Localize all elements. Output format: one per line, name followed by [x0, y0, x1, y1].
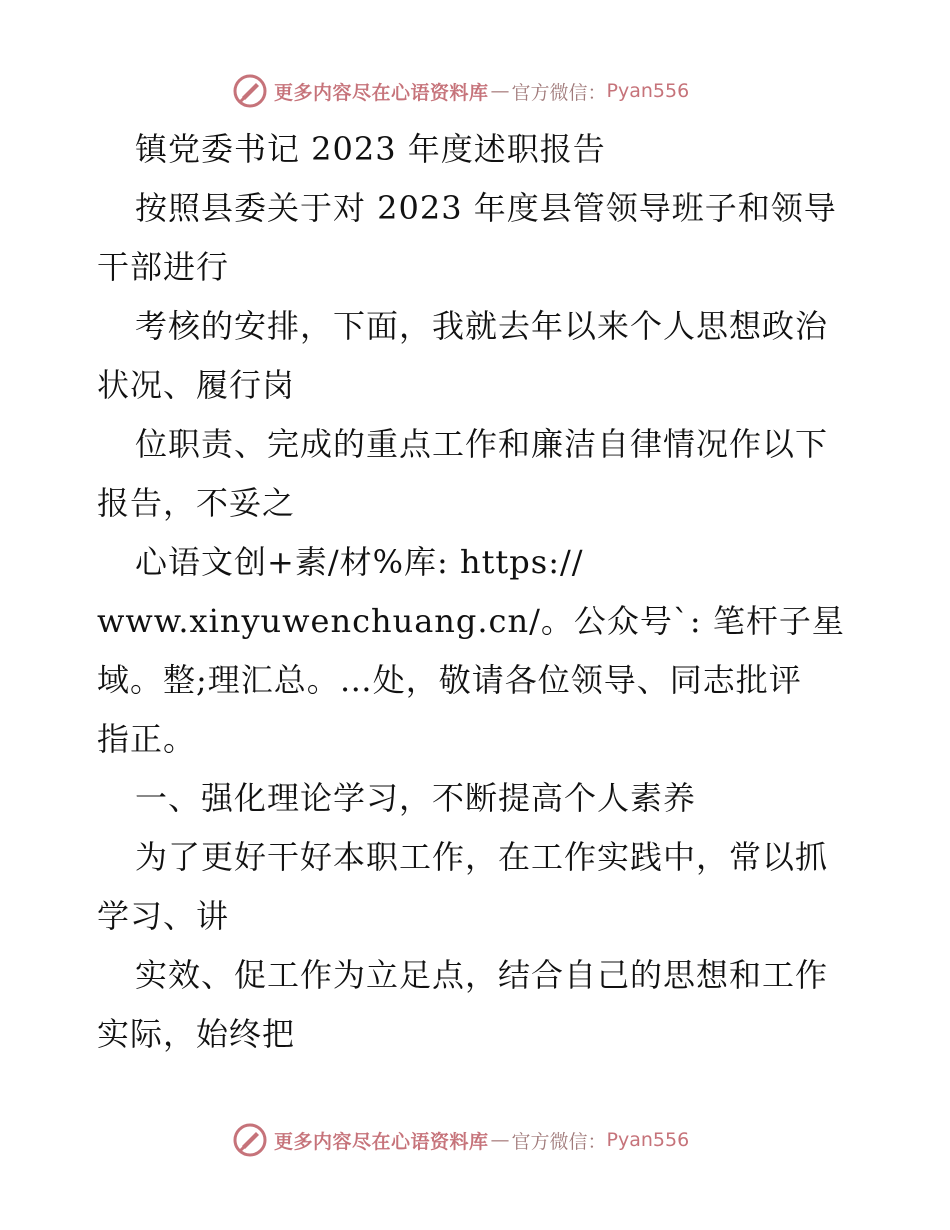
brand-logo-icon	[232, 1122, 268, 1158]
watermark-sub: 官方微信：	[511, 1130, 607, 1153]
brand-logo-icon	[232, 73, 268, 109]
text-line: 为了更好干好本职工作，在工作实践中，常以抓	[135, 838, 829, 876]
text-line: 干部进行	[97, 248, 230, 286]
watermark-id: Pyan556	[606, 80, 690, 102]
watermark-text: 更多内容尽在心语资料库	[274, 1130, 489, 1153]
watermark-dash: —	[490, 80, 510, 102]
text-line: 学习、讲	[97, 897, 230, 935]
document-title: 镇党委书记 2023 年度述职报告	[135, 130, 606, 168]
watermark-text: 更多内容尽在心语资料库	[274, 81, 489, 104]
document-body	[97, 120, 857, 1064]
text-line: 实际，始终把	[97, 1015, 296, 1053]
text-line: www.xinyuwenchuang.cn/。公众号`: 笔杆子星	[97, 602, 845, 640]
watermark-dash: —	[490, 1129, 510, 1151]
text-line: 心语文创+素/材%库: https://	[135, 543, 584, 581]
text-line: 状况、履行岗	[97, 366, 296, 404]
section-heading: 一、强化理论学习，不断提高个人素养	[135, 779, 697, 817]
footer-watermark	[232, 1120, 689, 1160]
watermark-id: Pyan556	[606, 1129, 690, 1151]
text-line: 域。整;理汇总。…处，敬请各位领导、同志批评	[97, 661, 802, 699]
text-line: 位职责、完成的重点工作和廉洁自律情况作以下	[135, 425, 829, 463]
text-line: 报告，不妥之	[97, 484, 296, 522]
watermark-sub: 官方微信：	[511, 81, 607, 104]
text-line: 指正。	[97, 720, 197, 758]
text-line: 实效、促工作为立足点，结合自己的思想和工作	[135, 956, 829, 994]
text-line: 按照县委关于对 2023 年度县管领导班子和领导	[135, 189, 837, 227]
text-line: 考核的安排，下面，我就去年以来个人思想政治	[135, 307, 829, 345]
header-watermark	[232, 71, 689, 111]
